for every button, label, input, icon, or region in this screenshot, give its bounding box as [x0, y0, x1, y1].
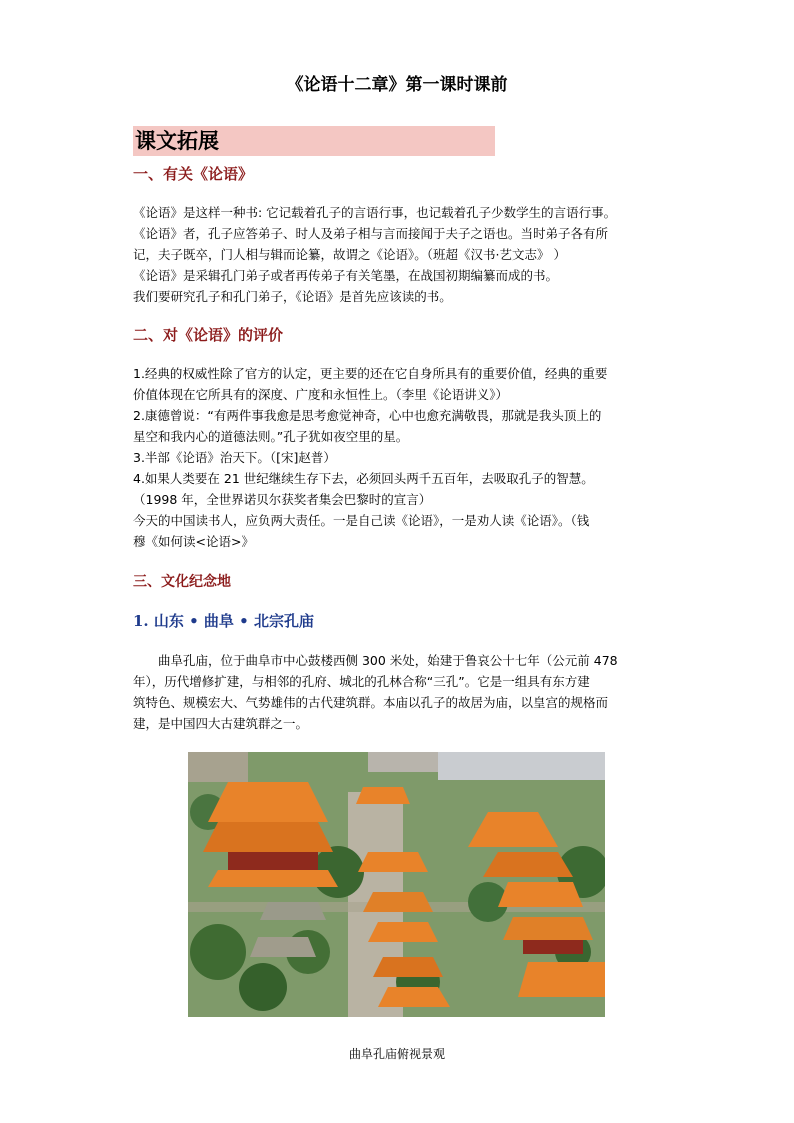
section2-line: 星空和我内心的道德法则。”孔子犹如夜空里的星。 — [133, 429, 409, 444]
section3-line: 筑特色、规模宏大、气势雄伟的古代建筑群。本庙以孔子的故居为庙，以皇宫的规格而 — [133, 695, 609, 710]
section1-line: 记，夫子既卒，门人相与辑而论纂，故谓之《论语》。（班超《汉书·艺文志》 ） — [133, 247, 566, 262]
section2-line: 4.如果人类要在 21 世纪继续生存下去，必须回头两千五百年，去吸取孔子的智慧。 — [133, 471, 594, 486]
section1-line: 《论语》是这样一种书: 它记载着孔子的言语行事，也记载着孔子少数学生的言语行事。 — [133, 205, 617, 220]
section2-heading: 二、对《论语》的评价 — [133, 326, 284, 344]
section3-line: 建，是中国四大古建筑群之一。 — [133, 716, 309, 731]
section1-line: 《论语》是采辑孔门弟子或者再传弟子有关笔墨，在战国初期编纂而成的书。 — [133, 268, 559, 283]
section3-subheading: 1. 山东 • 曲阜 • 北宗孔庙 — [133, 612, 314, 630]
temple-aerial-photo — [188, 752, 605, 1017]
section2-line: 1.经典的权威性除了官方的认定，更主要的还在它自身所具有的重要价值，经典的重要 — [133, 366, 608, 381]
temple-aerial-illustration — [188, 752, 605, 1017]
section2-line: 今天的中国读书人，应负两大责任。一是自己读《论语》，一是劝人读《论语》。（钱 — [133, 513, 590, 528]
section2-paragraph — [133, 363, 663, 552]
page-title: 《论语十二章》第一课时课前 — [286, 75, 508, 95]
section3-paragraph — [133, 650, 663, 734]
section3-line: 年），历代增修扩建，与相邻的孔府、城北的孔林合称“三孔”。它是一组具有东方建 — [133, 674, 590, 689]
section2-line: 2.康德曾说：“有两件事我愈是思考愈觉神奇，心中也愈充满敬畏，那就是我头顶上的 — [133, 408, 602, 423]
section1-line: 我们要研究孔子和孔门弟子，《论语》是首先应该读的书。 — [133, 289, 452, 304]
section-banner-title: 课文拓展 — [135, 128, 219, 153]
section2-line: 穆《如何读<论语>》 — [133, 534, 254, 549]
photo-caption: 曲阜孔庙俯视景观 — [348, 1047, 445, 1061]
section2-line: 价值体现在它所具有的深度、广度和永恒性上。（李里《论语讲义》） — [133, 387, 509, 402]
section1-heading: 一、有关《论语》 — [133, 165, 254, 183]
section2-line: 3.半部《论语》治天下。（[宋]赵普） — [133, 450, 336, 465]
section2-line: （1998 年，全世界诺贝尔获奖者集会巴黎时的宣言） — [133, 492, 432, 507]
section3-line: 曲阜孔庙，位于曲阜市中心鼓楼西侧 300 米处，始建于鲁哀公十七年（公元前 478 — [133, 653, 618, 668]
section1-paragraph — [133, 202, 663, 307]
section3-heading: 三、文化纪念地 — [133, 574, 231, 590]
section1-line: 《论语》者，孔子应答弟子、时人及弟子相与言而接闻于夫子之语也。当时弟子各有所 — [133, 226, 609, 241]
